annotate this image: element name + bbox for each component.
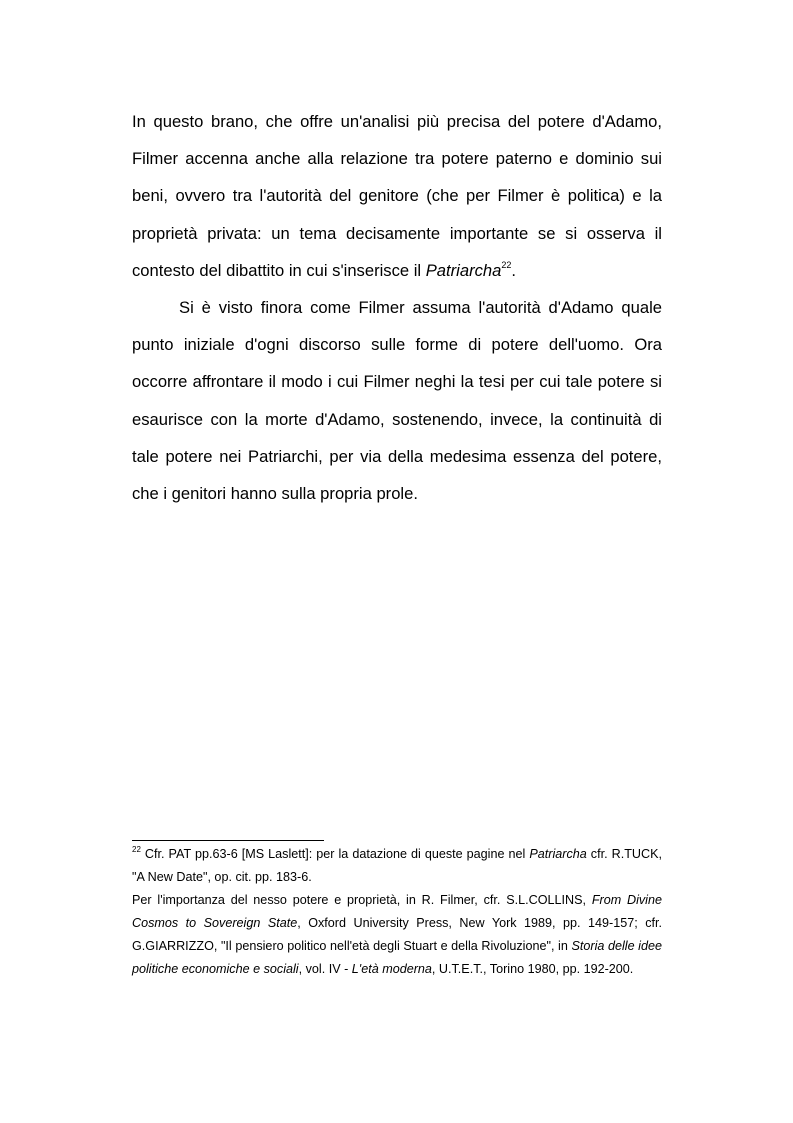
paragraph-1: [132, 103, 662, 289]
footnote-22b-text-1: Per l'importanza del nesso potere e proprietà, in R. Filmer, cfr. S.L.COLLINS,: [132, 893, 592, 907]
paragraph-1-end: .: [511, 260, 516, 280]
footnote-22b-text-4: , U.T.E.T., Torino 1980, pp. 192-200.: [431, 962, 634, 976]
footnote-22: [132, 843, 662, 889]
footnote-22b-italic-1: From Divine Cosmos to Sovereign State: [132, 893, 662, 930]
footnote-22-continued: [132, 889, 662, 981]
footnote-22-number: 22: [132, 844, 141, 854]
footnotes: [132, 843, 662, 981]
page-body: [132, 103, 662, 512]
footnote-22-text-2: cfr. R.TUCK, "A New Date", op. cit. pp. 183-6.: [132, 847, 662, 884]
footnote-22b-italic-2: Storia delle idee politiche economiche e sociali: [132, 939, 662, 976]
paragraph-1-text: In questo brano, che offre un'analisi più precisa del potere d'Adamo, Filmer accenna anche alla relazione tra potere paterno e dominio sui beni, ovvero tra l'autorità del genitore (che per Filmer è politica) e la proprietà privata: un tema decisamente importante se si osserva il contesto del dibattito in cui s'inserisce il: [132, 112, 662, 280]
footnote-22-text-1: Cfr. PAT pp.63-6 [MS Laslett]: per la datazione di queste pagine nel: [140, 847, 530, 861]
footnote-22b-text-3: , vol. IV -: [298, 962, 352, 976]
footnote-22-italic-1: Patriarcha: [529, 847, 587, 861]
footnote-22b-italic-3: L'età moderna: [351, 962, 432, 976]
paragraph-1-italic-title: Patriarcha: [425, 260, 502, 280]
paragraph-2: Si è visto finora come Filmer assuma l'autorità d'Adamo quale punto iniziale d'ogni discorso sulle forme di potere dell'uomo. Ora occorre affrontare il modo i cui Filmer neghi la tesi per cui tale potere si esaurisce con la morte d'Adamo, sostenendo, invece, la continuità di tale potere nei Patriarchi, per via della medesima essenza del potere, che i genitori hanno sulla propria prole.: [132, 298, 662, 504]
footnote-separator: [132, 840, 324, 841]
footnote-22b-text-2: , Oxford University Press, New York 1989, pp. 149-157; cfr. G.GIARRIZZO, "Il pensiero politico nell'età degli Stuart e della Rivoluzione", in: [132, 916, 662, 953]
footnote-ref-22[interactable]: 22: [501, 260, 512, 271]
